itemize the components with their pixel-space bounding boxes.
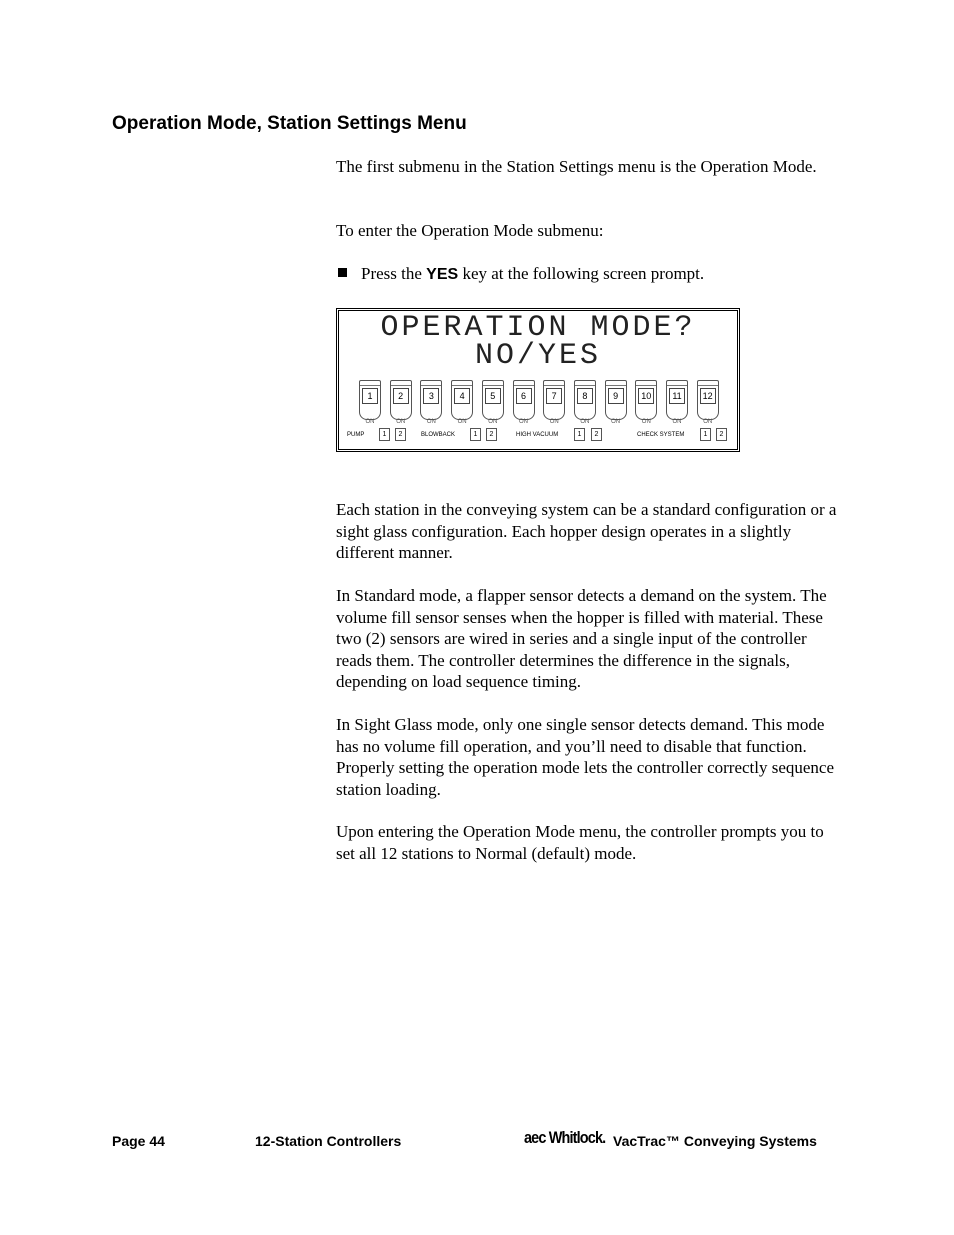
footer-product: VacTrac™ Conveying Systems	[613, 1133, 817, 1149]
on-label: ON	[672, 419, 682, 425]
on-label: ON	[519, 419, 528, 425]
intro-paragraph: The first submenu in the Station Settings menu is the Operation Mode.	[336, 157, 817, 176]
body-paragraph: In Sight Glass mode, only one single sensor detects demand. This mode has no volume fill operation, and you’ll need to disable that function. Properly setting the operation mode lets the controller correctly sequence station loading.	[336, 715, 835, 799]
lcd-line-2: NO/YES	[474, 339, 602, 373]
controller-display-panel	[336, 308, 740, 452]
yes-key-label: YES	[426, 266, 459, 283]
station-4-button[interactable]	[451, 380, 473, 425]
instruction-paragraph: To enter the Operation Mode submenu:	[336, 221, 604, 240]
group-indicator-2[interactable]: 2	[591, 428, 602, 441]
station-6-button[interactable]	[513, 380, 535, 425]
station-number: 12	[700, 388, 716, 404]
station-number: 8	[577, 388, 593, 404]
station-12-button[interactable]	[697, 380, 719, 425]
station-7-button[interactable]	[543, 380, 565, 425]
on-label: ON	[611, 419, 621, 425]
on-label: ON	[426, 419, 436, 425]
on-label: ON	[365, 419, 375, 425]
group-indicator-1[interactable]: 1	[700, 428, 711, 441]
station-number: 7	[546, 388, 562, 404]
station-number: 2	[393, 388, 409, 404]
station-8-button[interactable]	[574, 380, 596, 425]
on-label: ON	[457, 419, 467, 425]
station-5-button[interactable]	[482, 380, 504, 425]
whitlock-logo: aec Whitlock.	[524, 1128, 606, 1147]
on-label: ON	[396, 419, 406, 425]
group-label: CHECK SYSTEM	[637, 432, 685, 438]
station-2-button[interactable]	[390, 380, 412, 425]
station-number: 4	[454, 388, 470, 404]
on-label: ON	[488, 419, 498, 425]
station-number: 6	[516, 388, 532, 404]
station-number: 11	[669, 388, 685, 404]
station-3-button[interactable]	[420, 380, 442, 425]
station-11-button[interactable]	[666, 380, 688, 425]
station-10-button[interactable]	[635, 380, 657, 425]
group-label: BLOWBACK	[421, 432, 456, 438]
station-number: 9	[608, 388, 624, 404]
station-number: 3	[423, 388, 439, 404]
lcd-line-1: OPERATION MODE?	[380, 311, 696, 345]
section-heading: Operation Mode, Station Settings Menu	[112, 113, 467, 134]
bullet-square-icon	[338, 268, 347, 277]
bullet-item: Press the YES key at the following screen prompt.	[336, 263, 704, 285]
station-number: 10	[638, 388, 654, 404]
station-number: 5	[485, 388, 501, 404]
body-paragraph: Each station in the conveying system can be a standard configuration or a sight glass configuration. Each hopper design operates in a slightly different manner.	[336, 500, 837, 562]
group-indicator-1[interactable]: 1	[574, 428, 585, 441]
group-indicator-2[interactable]: 2	[395, 428, 406, 441]
station-number: 1	[362, 388, 378, 404]
group-label: PUMP	[347, 432, 365, 438]
on-label: ON	[641, 419, 651, 425]
body-paragraph: Upon entering the Operation Mode menu, the controller prompts you to set all 12 stations to Normal (default) mode.	[336, 822, 824, 863]
body-paragraph: In Standard mode, a flapper sensor detects a demand on the system. The volume fill sensor senses when the hopper is filled with material. These two (2) sensors are wired in series and a single input of the controller reads them. The controller determines the difference in the signals, depending on load sequence timing.	[336, 586, 827, 691]
group-indicator-2[interactable]: 2	[486, 428, 497, 441]
group-indicator-2[interactable]: 2	[716, 428, 727, 441]
station-9-button[interactable]	[605, 380, 627, 425]
on-label: ON	[549, 419, 559, 425]
group-indicator-1[interactable]: 1	[470, 428, 481, 441]
page-number: Page 44	[112, 1133, 165, 1149]
station-1-button[interactable]	[359, 380, 381, 425]
on-label: ON	[580, 419, 590, 425]
group-indicator-1[interactable]: 1	[379, 428, 390, 441]
footer-section: 12-Station Controllers	[255, 1133, 402, 1149]
group-label: HIGH VACUUM	[516, 432, 559, 438]
on-label: ON	[703, 419, 713, 425]
